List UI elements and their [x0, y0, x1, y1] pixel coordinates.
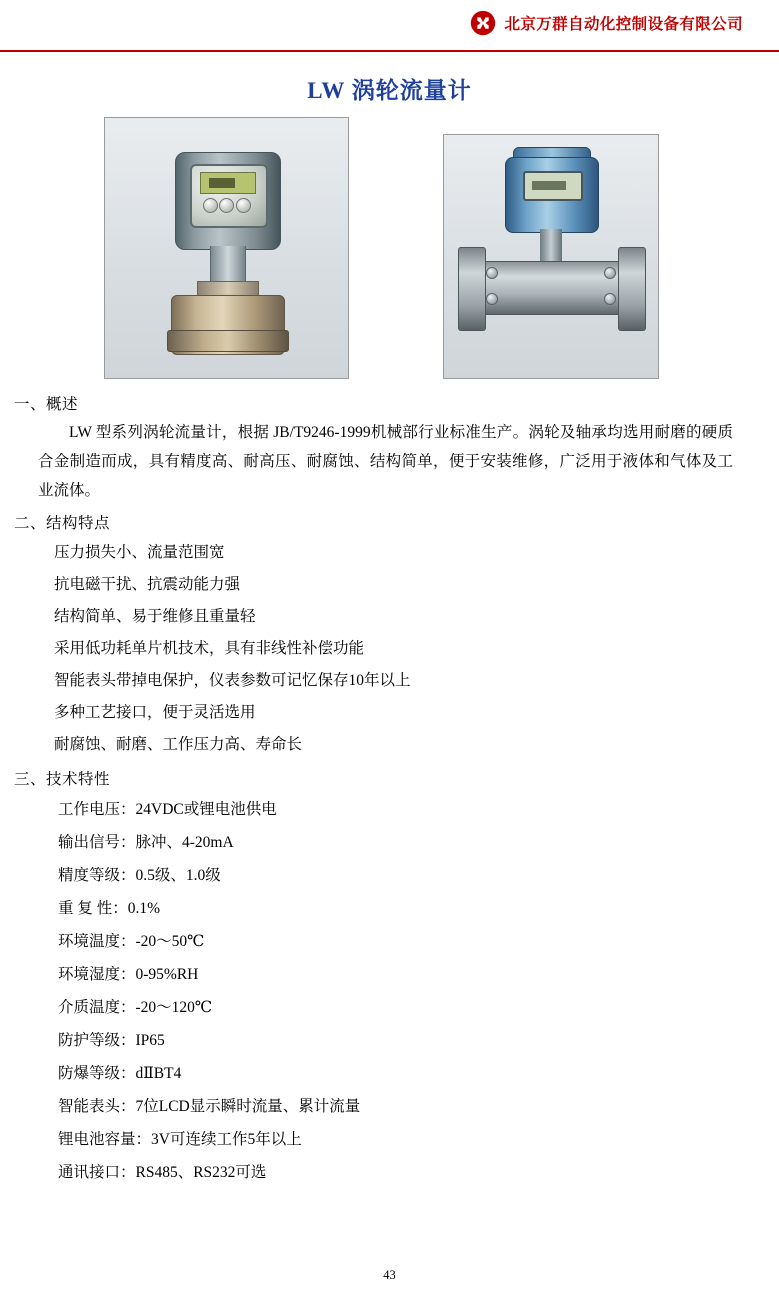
- page-header: [0, 0, 779, 54]
- list-item: 智能表头带掉电保护，仪表参数可记忆保存10年以上: [54, 672, 411, 689]
- flange-bolt: [486, 267, 498, 279]
- company-logo-icon: [470, 10, 496, 36]
- meter-neck: [540, 229, 562, 263]
- header-divider: [0, 50, 779, 52]
- list-item: 耐腐蚀、耐磨、工作压力高、寿命长: [54, 736, 303, 753]
- flange-bolt: [486, 293, 498, 305]
- company-name: 北京万群自动化控制设备有限公司: [504, 16, 743, 33]
- list-item: 结构简单、易于维修且重量轻: [54, 608, 256, 625]
- features-list: [0, 537, 779, 761]
- list-item: 精度等级：0.5级、1.0级: [58, 867, 221, 884]
- list-item: 重 复 性：0.1%: [58, 900, 161, 917]
- list-item: 多种工艺接口，便于灵活选用: [54, 704, 256, 721]
- turbine-flowmeter-flanged-photo: [443, 134, 659, 379]
- page-number: 43: [383, 1268, 396, 1282]
- section-heading-features: 二、结构特点: [14, 515, 111, 532]
- flange-bolt: [604, 267, 616, 279]
- turbine-flowmeter-threaded-photo: [104, 117, 349, 379]
- flange-bolt: [604, 293, 616, 305]
- meter-neck: [210, 246, 246, 286]
- meter-lcd-screen: [200, 172, 256, 194]
- list-item: 防护等级：IP65: [58, 1032, 165, 1049]
- list-item: 输出信号：脉冲、4-20mA: [58, 834, 234, 851]
- list-item: 锂电池容量：3V可连续工作5年以上: [58, 1131, 302, 1148]
- list-item: 环境湿度：0-95%RH: [58, 966, 199, 983]
- meter-lcd-screen: [523, 171, 583, 201]
- list-item: 环境温度：-20～50℃: [58, 933, 205, 950]
- meter-thread-band: [167, 330, 289, 352]
- list-item: 压力损失小、流量范围宽: [54, 544, 225, 561]
- list-item: 采用低功耗单片机技术，具有非线性补偿功能: [54, 640, 365, 657]
- specifications-list: [0, 793, 779, 1189]
- page-title: LW 涡轮流量计: [307, 78, 472, 103]
- list-item: 智能表头：7位LCD显示瞬时流量、累计流量: [58, 1098, 361, 1115]
- figure-row: [0, 117, 779, 379]
- list-item: 工作电压：24VDC或锂电池供电: [58, 801, 277, 818]
- meter-flange-left: [458, 247, 486, 331]
- document-content: [0, 392, 779, 1189]
- meter-flange-right: [618, 247, 646, 331]
- overview-paragraph: LW 型系列涡轮流量计，根据 JB/T9246-1999机械部行业标准生产。涡轮及轴承均选用耐磨的硬质合金制造而成，具有精度高、耐高压、耐腐蚀、结构简单，便于安装维修，广泛用于液体和气体及工业流体。: [38, 424, 733, 499]
- list-item: 通讯接口：RS485、RS232可选: [58, 1164, 267, 1181]
- list-item: 介质温度：-20～120℃: [58, 999, 213, 1016]
- list-item: 抗电磁干扰、抗震动能力强: [54, 576, 241, 593]
- header-brand: [0, 0, 779, 46]
- meter-buttons: [203, 198, 251, 212]
- section-heading-overview: 一、概述: [14, 396, 79, 413]
- section-heading-specifications: 三、技术特性: [14, 771, 111, 788]
- list-item: 防爆等级：dⅡBT4: [58, 1065, 182, 1082]
